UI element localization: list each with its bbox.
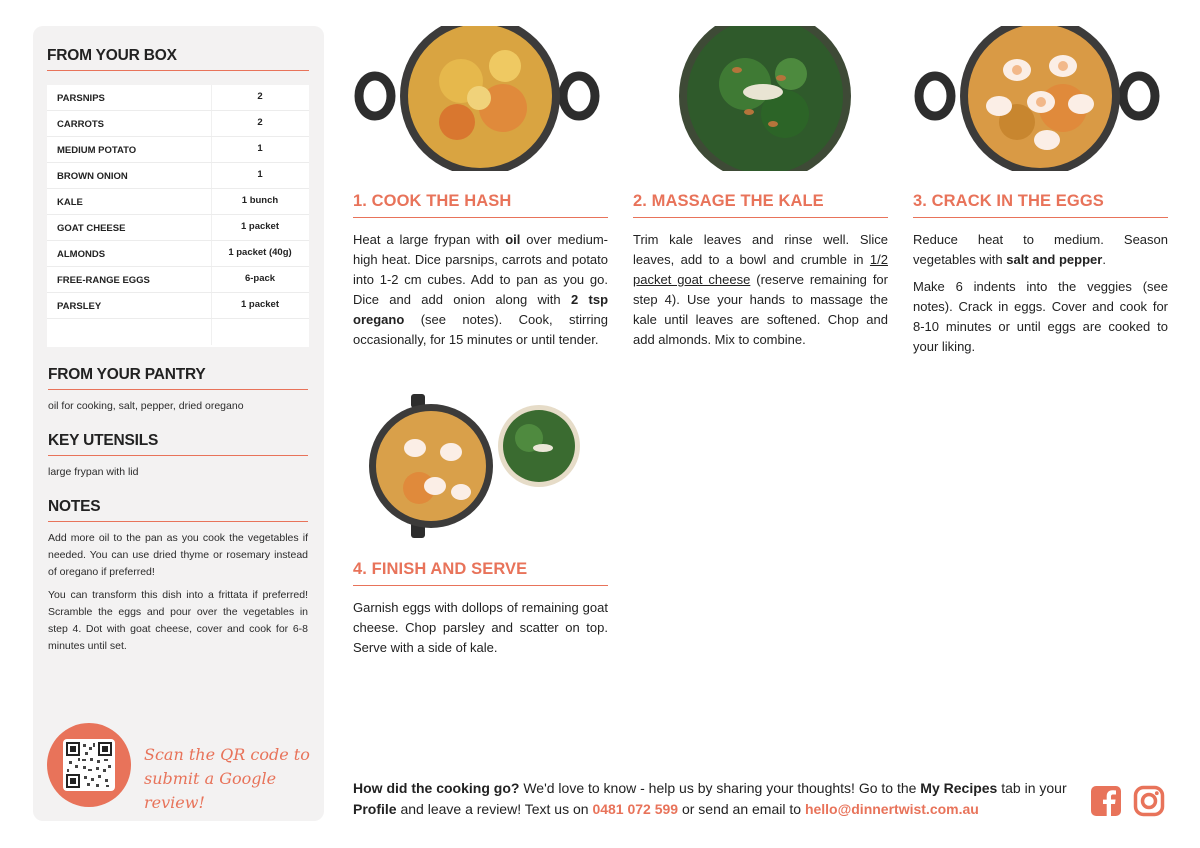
utensils-text: large frypan with lid — [48, 466, 139, 478]
ingredient-name: PARSNIPS — [57, 93, 105, 104]
step-3 — [913, 192, 1168, 357]
ingredient-row — [47, 267, 309, 293]
kale-bowl-image — [633, 26, 888, 171]
eggs-pan-image — [913, 26, 1168, 171]
step-3-title: 3. CRACK IN THE EGGS — [913, 192, 1168, 218]
ingredient-qty: 1 packet — [240, 299, 280, 310]
step-4-title: 4. FINISH AND SERVE — [353, 560, 608, 586]
ingredient-qty: 1 — [257, 169, 263, 180]
ingredient-row — [47, 163, 309, 189]
feedback-question: How did the cooking go? — [353, 780, 520, 796]
utensils-section — [48, 432, 308, 481]
facebook-icon[interactable] — [1090, 785, 1122, 817]
notes-paragraph: You can transform this dish into a frittata if preferred! Scramble the eggs and pour over the vegetables in step 4. Dot with goat cheese, cover and cook for 6-8 minutes until set. — [48, 589, 308, 652]
ingredients-sidebar — [33, 26, 324, 821]
ingredient-name: KALE — [57, 197, 83, 208]
qr-code-icon[interactable] — [63, 739, 115, 791]
utensils-heading: KEY UTENSILS — [48, 432, 308, 456]
ingredient-row — [47, 189, 309, 215]
ingredient-qty: 6-pack — [244, 273, 276, 284]
ingredient-qty: 2 — [257, 91, 263, 102]
my-recipes-link[interactable]: My Recipes — [920, 780, 998, 796]
ingredient-name: CARROTS — [57, 119, 104, 130]
ingredient-qty: 1 packet — [240, 221, 280, 232]
qr-caption-line: Scan the QR code to — [144, 745, 310, 764]
pantry-section — [48, 366, 308, 415]
ingredient-qty: 2 — [257, 117, 263, 128]
ingredient-row — [47, 137, 309, 163]
step-1 — [353, 192, 608, 350]
from-your-box-heading: FROM YOUR BOX — [47, 47, 309, 71]
ingredient-row — [47, 241, 309, 267]
ingredient-row-empty — [47, 319, 309, 345]
ingredient-qty: 1 — [257, 143, 263, 154]
qr-badge — [47, 723, 131, 807]
step-2 — [633, 192, 888, 350]
notes-paragraph: Add more oil to the pan as you cook the vegetables if needed. You can use dried thyme or rosemary instead of oregano if preferred! — [48, 532, 308, 578]
ingredient-row — [47, 85, 309, 111]
step-1-title: 1. COOK THE HASH — [353, 192, 608, 218]
pantry-text: oil for cooking, salt, pepper, dried oregano — [48, 400, 244, 412]
notes-heading: NOTES — [48, 498, 308, 522]
qr-caption-line: submit a Google review! — [144, 769, 277, 812]
ingredient-name: PARSLEY — [57, 301, 102, 312]
notes-section — [48, 498, 308, 655]
ingredient-row — [47, 293, 309, 319]
step-4-text: Garnish eggs with dollops of remaining goat cheese. Chop parsley and scatter on top. Serve with a side of kale. — [353, 600, 608, 655]
feedback-footer: How did the cooking go? We'd love to know - help us by sharing your thoughts! Go to the My Recipes tab in your Profile and leave a review! Text us on 0481 072 599 or send an email to hello@dinnertwist.com.au — [353, 780, 1067, 817]
profile-link[interactable]: Profile — [353, 801, 397, 817]
hash-pan-image — [353, 26, 608, 171]
ingredient-name: ALMONDS — [57, 249, 106, 260]
pantry-heading: FROM YOUR PANTRY — [48, 366, 308, 390]
email-link[interactable]: hello@dinnertwist.com.au — [804, 801, 979, 817]
step-3-text: Reduce heat to medium. Season vegetables with salt and pepper. — [913, 232, 1168, 267]
step-4 — [353, 560, 608, 658]
qr-caption — [144, 743, 314, 815]
ingredient-name: MEDIUM POTATO — [57, 145, 137, 156]
ingredient-name: FREE-RANGE EGGS — [57, 275, 150, 286]
phone-link[interactable]: 0481 072 599 — [592, 801, 679, 817]
ingredient-row — [47, 215, 309, 241]
ingredient-name: BROWN ONION — [57, 171, 128, 182]
instagram-icon[interactable] — [1133, 785, 1165, 817]
ingredient-qty: 1 packet (40g) — [228, 247, 292, 258]
serve-image — [353, 392, 608, 542]
ingredient-name: GOAT CHEESE — [57, 223, 126, 234]
step-2-title: 2. MASSAGE THE KALE — [633, 192, 888, 218]
step-3-text-2: Make 6 indents into the veggies (see notes). Crack in eggs. Cover and cook for 8-10 minutes or until eggs are cooked to your liking. — [913, 279, 1168, 354]
step-1-text: Heat a large frypan with oil over medium-high heat. Dice parsnips, carrots and potato into 1-2 cm cubes. Add to pan as you go. Dice and add onion along with 2 tsp oregano (see notes). Cook, stirring occasionally, for 15 minutes or until tender. — [353, 232, 609, 347]
ingredients-table — [47, 85, 309, 347]
step-2-text: Trim kale leaves and rinse well. Slice leaves, add to a bowl and crumble in 1/2 packet goat cheese (reserve remaining for step 4). Use your hands to massage the kale until leaves are softened. Chop and add almonds. Mix to combine. — [633, 232, 888, 347]
ingredient-qty: 1 bunch — [241, 195, 279, 206]
ingredient-row — [47, 111, 309, 137]
